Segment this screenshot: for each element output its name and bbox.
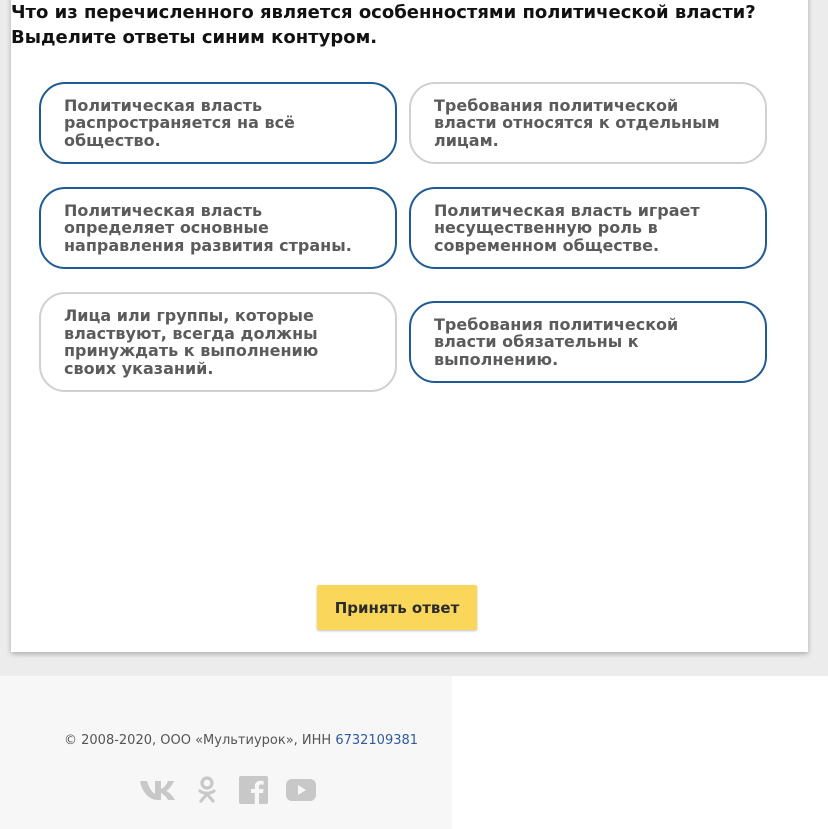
footer: [0, 676, 452, 829]
question-line-2: Выделите ответы синим контуром.: [11, 27, 378, 48]
answer-option-text: Политическая власть играет несущественную роль в современном обществе.: [434, 200, 700, 255]
odnoklassniki-icon[interactable]: [197, 776, 217, 804]
inn-link[interactable]: 6732109381: [335, 733, 419, 748]
copyright-text: © 2008-2020, ООО «Мультиурок», ИНН: [64, 733, 336, 748]
answer-option-4[interactable]: [409, 187, 767, 269]
answer-option-text: Политическая власть определяет основные направления развития страны.: [64, 200, 352, 255]
facebook-icon[interactable]: [239, 776, 268, 804]
submit-answer-button[interactable]: Принять ответ: [317, 585, 477, 630]
answer-option-text: Лица или группы, которые властвуют, всегда должны принуждать к выполнению своих указаний.: [64, 306, 319, 378]
question-line-1: Что из перечисленного является особенностями политической власти?: [11, 2, 756, 23]
answer-option-5[interactable]: [39, 292, 397, 392]
answer-option-text: Требования политической власти обязательны к выполнению.: [434, 314, 679, 369]
footer-right-area: [452, 676, 828, 829]
answer-option-3[interactable]: [39, 187, 397, 269]
answer-option-2[interactable]: [409, 82, 767, 164]
answer-option-1[interactable]: [39, 82, 397, 164]
copyright: [64, 733, 418, 748]
answer-option-text: Требования политической власти относятся к отдельным лицам.: [434, 95, 720, 150]
answer-option-6[interactable]: [409, 301, 767, 383]
vk-icon[interactable]: [139, 776, 176, 804]
answer-option-text: Политическая власть распространяется на всё общество.: [64, 95, 295, 150]
question-text: [11, 0, 791, 50]
youtube-icon[interactable]: [286, 776, 316, 804]
